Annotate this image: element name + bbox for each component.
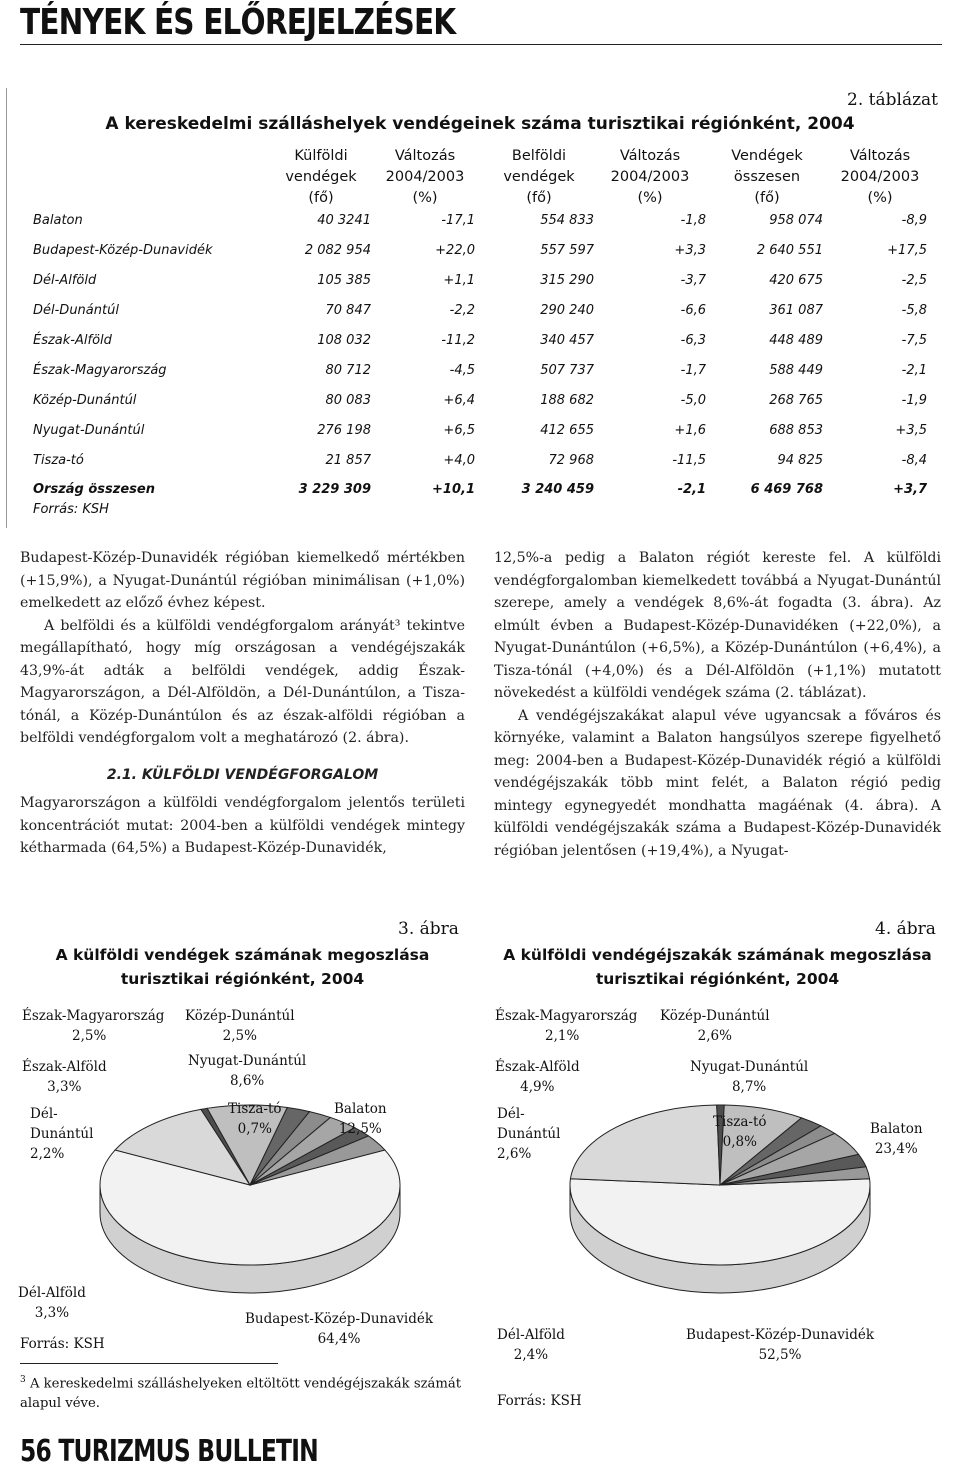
figure-source: Forrás: KSH [20,1336,105,1352]
figure-label: 3. ábra [398,919,459,939]
slice-label: Balaton 23,4% [870,1121,923,1157]
region-name: Dél-Dunántúl [33,303,119,319]
table-cell: 70 847 [325,303,371,319]
table-row [33,385,927,415]
table-cell: +1,6 [674,422,706,438]
table-cell: +22,0 [435,243,475,259]
table-cell: -8,4 [901,452,927,468]
table-cell: 448 489 [769,333,823,348]
table-cell: -6,6 [680,303,706,319]
slice-label: Dél-Alföld 3,3% [18,1285,86,1321]
table-cell: -7,5 [901,333,927,348]
header-rule [20,44,942,45]
table-cell: -2,1 [901,362,927,378]
table-cell: 6 469 768 [750,482,823,498]
figure-source: Forrás: KSH [497,1393,582,1409]
table-cell: 588 449 [769,362,823,378]
slice-label: Közép-Dunántúl 2,5% [185,1008,295,1044]
slice-label: Észak-Magyarország 2,5% [22,1008,165,1044]
paragraph: Magyarországon a külföldi vendégforgalom jelentős területi koncentrációt mutat: 2004-ben a külföldi vendégek mintegy kétharmada (64,5%) a Budapest-Közép-Dunavidék, [20,795,465,856]
table-cell: 2 082 954 [304,243,371,259]
slice-label: Balaton 12,5% [334,1101,387,1137]
paragraph: Budapest-Közép-Dunavidék régióban kiemelkedő mértékben (+15,9%), a Nyugat-Dunántúl régióban minimálisan (+1,0%) emelkedett az előző évhez képest. [20,550,465,611]
figure-title: A külföldi vendégéjszakák számának megoszlása turisztikai régiónként, 2004 [503,946,932,988]
table-cell: -3,7 [680,273,706,289]
figure-title: A külföldi vendégek számának megoszlása turisztikai régiónként, 2004 [55,946,430,988]
table-cell: 361 087 [769,303,823,319]
table-cell: 557 597 [540,243,594,259]
table-cell: 108 032 [317,333,371,348]
table-cell: -8,9 [901,213,927,229]
column-header: Változás 2004/2003 (%) [610,148,690,206]
table-cell: -1,8 [680,213,706,229]
slice-label: Budapest-Közép-Dunavidék 64,4% [245,1311,434,1347]
table-cell: -11,2 [441,333,475,348]
slice-label: Közép-Dunántúl 2,6% [660,1008,770,1044]
table-cell: 3 229 309 [298,482,371,498]
pie-slice [570,1105,720,1185]
table-label: 2. táblázat [847,90,938,110]
table-cell: -2,2 [449,303,475,319]
table-cell: 507 737 [540,362,594,378]
table-cell: +10,1 [432,482,475,498]
table-cell: -5,0 [680,392,706,408]
table-cell: +6,5 [443,422,475,438]
table-cell: -1,9 [901,392,927,408]
slice-label: Dél- Dunántúl 2,2% [30,1106,94,1162]
table-cell: 2 640 551 [756,243,823,259]
region-name: Budapest-Közép-Dunavidék [33,243,213,259]
table-total-row [33,475,927,505]
table-cell: 958 074 [769,213,823,229]
table-cell: +6,4 [443,392,475,408]
table-title: A kereskedelmi szálláshelyek vendégeinek száma turisztikai régiónként, 2004 [105,114,855,134]
region-name: Közép-Dunántúl [33,392,137,408]
region-name: Dél-Alföld [33,273,97,289]
table-cell: -6,3 [680,333,706,348]
table-cell: 21 857 [325,452,371,468]
table-cell: +17,5 [887,243,927,259]
table-cell: +4,0 [443,452,475,468]
region-name: Észak-Alföld [33,333,112,348]
table-cell: -11,5 [672,452,706,468]
paragraph: A belföldi és a külföldi vendégforgalom arányát³ tekintve megállapítható, hogy míg országosan a vendégéjszakák 43,9%-át adták a belföldi vendégek, addig Észak-Magyarországon, a Dél-Alföldön, a Dél-Dunántúlon, a Tisza-tónál, a Közép-Dunántúlon és az észak-alföldi régióban a belföldi vendégforgalom volt a meghatározó (2. ábra). [20,617,465,746]
table-row [33,266,927,296]
region-name: Balaton [33,213,83,229]
table-row [33,355,927,385]
footnote: $^3$ A kereskedelmi szálláshelyeken eltöltött vendégéjszakák számát alapul véve. [20,1375,462,1412]
table-cell: 315 290 [540,273,594,289]
slice-label: Nyugat-Dunántúl 8,6% [188,1053,307,1089]
column-header: Vendégek összesen (fő) [731,148,803,206]
table-cell: +1,1 [443,273,475,289]
table-cell: 188 682 [540,392,594,408]
paragraph: 12,5%-a pedig a Balaton régiót kereste fel. A külföldi vendégforgalomban kiemelkedett továbbá a Nyugat-Dunántúl szerepe, amely a vendégek 8,6%-át fogadta (3. ábra). Az elmúlt évben a Budapest-Közép-Dunavidéken (+22,0%), a Nyugat-Dunántúlon (+6,5%), a Közép-Dunántúlon (+6,4%), a Tisza-tónál (+4,0%) és a Dél-Alföldön (+1,1%) mutatott növekedést a külföldi vendégek száma (2. táblázat). [494,550,941,701]
table-cell: 80 712 [325,362,371,378]
pie-chart-foreign-guest-nights [510,1000,930,1350]
slice-label: Dél- Dunántúl 2,6% [497,1106,561,1162]
table-cell: -2,5 [901,273,927,289]
paragraph: A vendégéjszakákat alapul véve ugyancsak a főváros és környéke, valamint a Balaton hangsúlyos szerepe figyelhető meg: 2004-ben a Budapest-Közép-Dunavidék régió a külföldi vendégéjszakák több mint felét, a Balaton régió pedig mintegy egynegyedét mondhatta magáénak (4. ábra). A külföldi vendégéjszakák száma a Budapest-Közép-Dunavidék régióban jelentősen (+19,4%), a Nyugat- [494,707,941,859]
table-cell: -1,7 [680,362,706,378]
column-header: Változás 2004/2003 (%) [840,148,920,206]
table-cell: 340 457 [540,333,594,348]
table-cell: +3,3 [674,243,706,259]
right-column-text [494,547,941,862]
table-cell: -17,1 [441,213,475,229]
table-row [33,236,927,266]
table-row [33,445,927,475]
table-cell: 72 968 [548,452,594,468]
region-name: Nyugat-Dunántúl [33,422,145,438]
table-cell: +3,7 [893,482,927,498]
slice-label: Tisza-tó 0,8% [713,1114,767,1150]
table-source: Forrás: KSH [33,502,109,517]
table-cell: -2,1 [677,482,706,498]
table-cell: 3 240 459 [521,482,594,498]
table-cell: 268 765 [769,392,823,408]
slice-label: Észak-Alföld 4,9% [495,1059,580,1095]
table-cell: 420 675 [769,273,823,289]
page-header-title: TÉNYEK ÉS ELŐREJELZÉSEK [20,2,456,43]
table-cell: -5,8 [901,303,927,319]
column-header: Változás 2004/2003 (%) [385,148,465,206]
region-name: Ország összesen [33,482,155,498]
table-cell: 688 853 [769,422,823,438]
table-cell: 40 3241 [317,213,371,229]
table-row [33,206,927,236]
slice-label: Dél-Alföld 2,4% [497,1327,565,1363]
region-name: Észak-Magyarország [33,362,167,378]
data-table [33,206,927,505]
slice-label: Észak-Magyarország 2,1% [495,1008,638,1044]
table-cell: 554 833 [540,213,594,229]
region-name: Tisza-tó [33,452,84,468]
table-cell: +3,5 [895,422,927,438]
table-row [33,296,927,326]
figure-label: 4. ábra [875,919,936,939]
table-row [33,326,927,356]
table-row [33,415,927,445]
slice-label: Budapest-Közép-Dunavidék 52,5% [686,1327,875,1363]
table-cell: -4,5 [449,362,475,378]
left-column-text [20,547,465,860]
slice-label: Tisza-tó 0,7% [228,1101,282,1137]
section-heading: 2.1. KÜLFÖLDI VENDÉGFORGALOM [106,766,379,783]
slice-label: Nyugat-Dunántúl 8,7% [690,1059,809,1095]
table-cell: 94 825 [777,452,823,468]
column-header: Belföldi vendégek (fő) [503,148,575,206]
page-footer: 56 TURIZMUS BULLETIN [20,1434,318,1469]
slice-label: Észak-Alföld 3,3% [22,1059,107,1095]
footnote-rule [20,1363,278,1364]
table-cell: 276 198 [317,422,371,438]
table-cell: 105 385 [317,273,371,289]
table-cell: 80 083 [325,392,371,408]
table-cell: 412 655 [540,422,594,438]
column-header: Külföldi vendégek (fő) [285,148,357,206]
table-cell: 290 240 [540,303,594,319]
